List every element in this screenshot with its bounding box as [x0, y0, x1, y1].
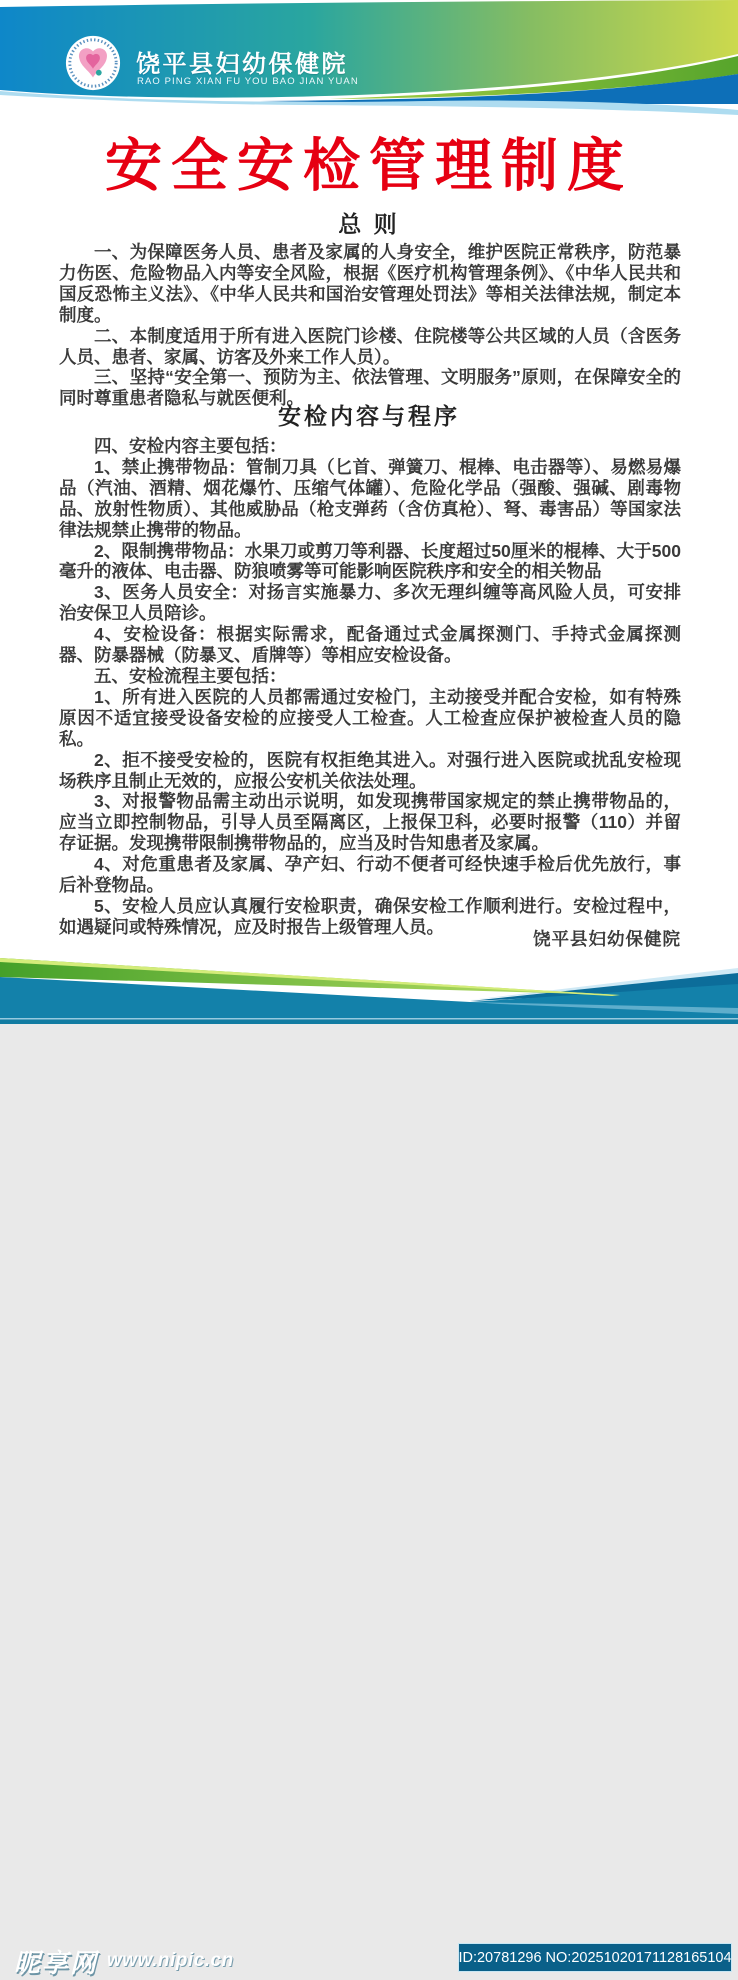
paragraph: 4、对危重患者及家属、孕产妇、行动不便者可经快速手检后优先放行，事后补登物品。	[59, 854, 681, 896]
paragraph: 1、所有进入医院的人员都需通过安检门，主动接受并配合安检，如有特殊原因不适宜接受设备安检的应接受人工检查。人工检查应保护被检查人员的隐私。	[59, 686, 681, 749]
paragraph: 一、为保障医务人员、患者及家属的人身安全，维护医院正常秩序，防范暴力伤医、危险物品入内等安全风险，根据《医疗机构管理条例》、《中华人民共和国反恐怖主义法》、《中华人民共和国治安管理处罚法》等相关法律法规，制定本制度。	[59, 242, 681, 325]
hospital-logo-icon	[64, 34, 122, 92]
signature-hospital-name: 饶平县妇幼保健院	[533, 929, 681, 949]
footer-wave-graphic	[0, 958, 738, 1024]
section-body-procedures	[59, 436, 681, 938]
watermark-site	[14, 1946, 234, 1976]
paragraph: 2、拒不接受安检的，医院有权拒绝其进入。对强行进入医院或扰乱安检现场秩序且制止无效的，应报公安机关依法处理。	[59, 749, 681, 791]
hospital-pinyin: RAO PING XIAN FU YOU BAO JIAN YUAN	[137, 76, 359, 87]
paragraph: 3、对报警物品需主动出示说明，如发现携带国家规定的禁止携带物品的，应当立即控制物品，引导人员至隔离区，上报保卫科，必要时报警（110）并留存证据。发现携带限制携带物品的，应当及时告知患者及家属。	[59, 791, 681, 854]
paragraph: 二、本制度适用于所有进入医院门诊楼、住院楼等公共区域的人员（含医务人员、患者、家属、访客及外来工作人员）。	[59, 325, 681, 367]
paragraph: 2、限制携带物品：水果刀或剪刀等利器、长度超过50厘米的棍棒、大于500毫升的液体、电击器、防狼喷雾等可能影响医院秩序和安全的相关物品	[59, 540, 681, 582]
watermark-site-name: 昵享网	[14, 1947, 99, 1978]
watermark-id-box	[458, 1943, 732, 1972]
section-body-general	[59, 242, 681, 409]
watermark-site-url: www.nipic.cn	[107, 1950, 234, 1971]
header-banner	[0, 0, 738, 122]
watermark-footer	[0, 958, 738, 1978]
paragraph: 5、安检人员应认真履行安检职责，确保安检工作顺利进行。安检过程中，如遇疑问或特殊情况，应及时报告上级管理人员。	[59, 895, 681, 937]
page-title: 安全安检管理制度	[105, 134, 633, 198]
section-heading-procedures: 安检内容与程序	[278, 403, 460, 429]
watermark-id-text: ID:20781296 NO:20251020171128165104	[458, 1949, 732, 1966]
paragraph: 五、安检流程主要包括：	[94, 665, 287, 686]
section-heading-general: 总 则	[338, 211, 400, 237]
paragraph: 3、医务人员安全：对扬言实施暴力、多次无理纠缠等高风险人员，可安排治安保卫人员陪诊。	[59, 582, 681, 624]
paragraph: 三、坚持“安全第一、预防为主、依法管理、文明服务”原则，在保障安全的同时尊重患者隐私与就医便利。	[59, 367, 681, 409]
hospital-name: 饶平县妇幼保健院	[136, 51, 348, 78]
paragraph: 四、安检内容主要包括：	[94, 436, 287, 456]
paragraph: 4、安检设备：根据实际需求，配备通过式金属探测门、手持式金属探测器、防暴器械（防暴叉、盾牌等）等相应安检设备。	[59, 624, 681, 666]
paragraph: 1、禁止携带物品：管制刀具（匕首、弹簧刀、棍棒、电击器等）、易燃易爆品（汽油、酒精、烟花爆竹、压缩气体罐）、危险化学品（强酸、强碱、剧毒物品、放射性物质）、其他威胁品（枪支弹药（含仿真枪）、弩、毒害品）等国家法律法规禁止携带的物品。	[59, 456, 681, 540]
